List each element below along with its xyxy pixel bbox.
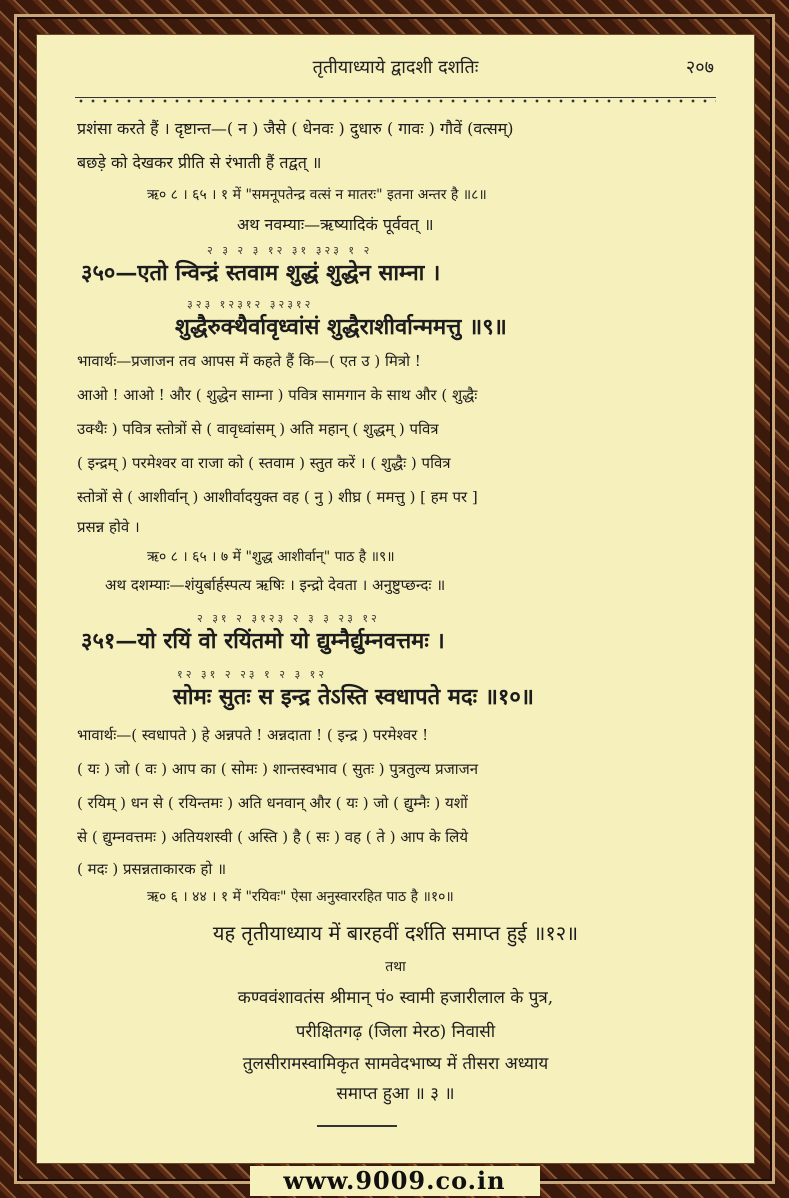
reference-line: ऋ० ८ । ६५ । ७ में "शुद्ध आशीर्वान्" पाठ है ॥९॥: [147, 549, 395, 565]
mantra-line: ३५१—यो रयिं वो रयिंतमो यो द्युम्नैर्द्युम्नवत्तमः ।: [81, 628, 445, 654]
colophon-line: परीक्षितगढ़ (जिला मेरठ) निवासी: [295, 1022, 496, 1042]
svara-marks: १२ ३१ २ २३ १ २ ३ १२: [177, 668, 328, 681]
text-line: प्रसन्न होवे ।: [77, 518, 140, 536]
mantra-line: शुद्धैरुक्थैर्वावृध्वांसं शुद्धैराशीर्वान्ममत्तु ॥९॥: [175, 314, 507, 340]
colophon-line: तुलसीरामस्वामिकृत सामवेदभाष्य में तीसरा अध्याय: [242, 1054, 549, 1074]
text-line: आओ ! आओ ! और ( शुद्धेन साम्ना ) पवित्र सामगान के साथ और ( शुद्धैः: [77, 386, 478, 404]
book-page: [36, 34, 755, 1164]
reference-line: ऋ० ८ । ६५ । १ में "समनूपतेन्द्र वत्सं न मातरः" इतना अन्तर है ॥८॥: [147, 187, 487, 203]
text-line: भावार्थः—( स्वधापते ) हे अन्नपते ! अन्नदाता ! ( इन्द्र ) परमेश्वर !: [77, 726, 429, 744]
text-line: उक्थैः ) पवित्र स्तोत्रों से ( वावृध्वांसम् ) अति महान् ( शुद्धम् ) पवित्र: [77, 420, 439, 438]
page-header: [37, 55, 754, 89]
text-line: स्तोत्रों से ( आशीर्वान् ) आशीर्वादयुक्त वह ( नु ) शीघ्र ( ममत्तु ) [ हम पर ]: [77, 488, 478, 506]
text-line: भावार्थः—प्रजाजन तव आपस में कहते हैं कि—( एत उ ) मित्रो !: [77, 352, 421, 370]
section-heading: अथ नवम्याः—ऋष्यादिकं पूर्ववत् ॥: [237, 215, 434, 234]
mantra-line: सोमः सुतः स इन्द्र तेऽस्ति स्वधापते मदः ॥१०॥: [173, 684, 534, 710]
header-divider: [75, 97, 716, 104]
text-line: ( इन्द्रम् ) परमेश्वर वा राजा को ( स्तवाम ) स्तुत करें । ( शुद्धैः ) पवित्र: [77, 454, 451, 472]
section-end-heading: यह तृतीयाध्याय में बारहवीं दर्शति समाप्त हुई ॥१२॥: [212, 921, 579, 945]
svara-marks: २ ३१ २ ३१२३ २ ३ ३ २३ १२: [197, 612, 380, 625]
text-line: ( यः ) जो ( वः ) आप का ( सोमः ) शान्तस्वभाव ( सुतः ) पुत्रतुल्य प्रजाजन: [77, 760, 479, 778]
text-line: प्रशंसा करते हैं । दृष्टान्त—( न ) जैसे ( धेनवः ) दुधारु ( गावः ) गौवें (वत्सम्): [77, 119, 514, 138]
mantra-line: ३५०—एतो न्विन्द्रं स्तवाम शुद्धं शुद्धेन साम्ना ।: [81, 260, 441, 286]
end-divider: [317, 1125, 397, 1127]
chapter-title: तृतीयाध्याये द्वादशी दशतिः: [312, 57, 479, 78]
page-number: २०७: [685, 57, 714, 78]
text-line: ( मदः ) प्रसन्नताकारक हो ॥: [77, 860, 227, 878]
text-line: बछड़े को देखकर प्रीति से रंभाती हैं तद्वत् ॥: [77, 153, 322, 172]
svara-marks: ३२३ १२३१२ ३२३१२: [187, 298, 314, 311]
text-line: तथा: [385, 959, 406, 975]
text-line: से ( द्युम्नवत्तमः ) अतियशस्वी ( अस्ति ) है ( सः ) वह ( ते ) आप के लिये: [77, 828, 469, 846]
text-line: ( रयिम् ) धन से ( रयिन्तमः ) अति धनवान् और ( यः ) जो ( द्युम्नैः ) यशों: [77, 794, 468, 812]
section-heading: अथ दशम्याः—शंयुर्बार्हस्पत्य ऋषिः । इन्द्रो देवता । अनुष्टुप्छन्दः ॥: [105, 576, 446, 594]
colophon-line: समाप्त हुआ ॥ ३ ॥: [336, 1084, 455, 1104]
reference-line: ऋ० ६ । ४४ । १ में "रयिवः" ऐसा अनुस्वाररहित पाठ है ॥१०॥: [147, 889, 454, 905]
website-url[interactable]: www.9009.co.in: [283, 1166, 506, 1195]
colophon-line: कण्ववंशावतंस श्रीमान् पं० स्वामी हजारीलाल के पुत्र,: [237, 988, 554, 1008]
svara-marks: २ ३ २ ३ १२ ३१ ३२३ १ २: [207, 244, 373, 257]
